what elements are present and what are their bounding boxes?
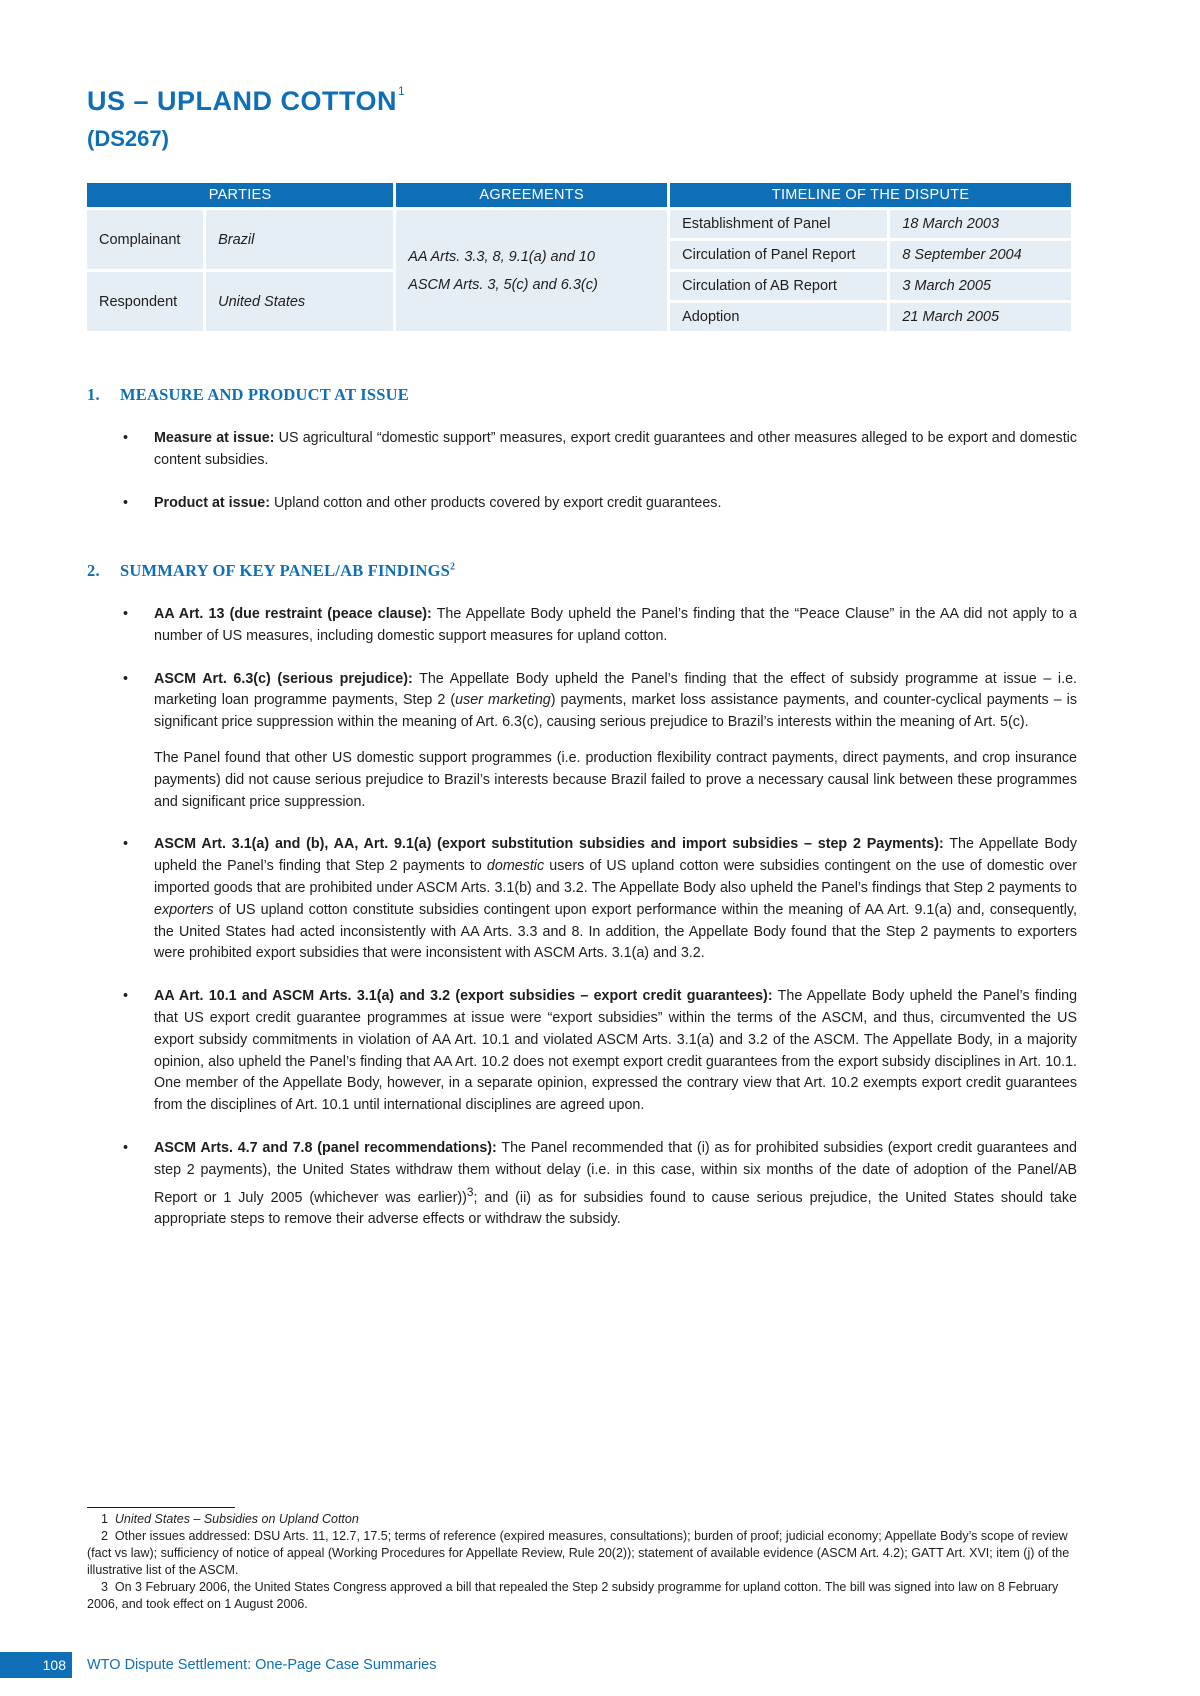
footnote (87, 1579, 1077, 1613)
agreements-cell (396, 210, 667, 331)
timeline-event: Circulation of AB Report (670, 272, 887, 300)
footnote (87, 1511, 1077, 1528)
table-header-row (87, 183, 1071, 207)
item-text: The Appellate Body upheld the Panel’s finding that the “Peace Clause” in the AA did not apply to a number of US measures, including domestic support measures for upland cotton. (154, 606, 1077, 644)
table-row (87, 210, 1071, 238)
summary-table (84, 180, 1074, 334)
party-name: Brazil (206, 210, 393, 269)
section-1-heading (87, 385, 409, 405)
timeline-event: Establishment of Panel (670, 210, 887, 238)
footnote-text: United States – Subsidies on Upland Cotton (114, 1512, 359, 1526)
case-code: (DS267) (87, 126, 169, 151)
page-number: 108 (0, 1652, 72, 1678)
list-item (123, 493, 1077, 515)
footnote-ref[interactable]: 3 (466, 1184, 474, 1199)
section-number: 1. (87, 385, 100, 404)
item-text: Upland cotton and other products covered by export credit guarantees. (273, 494, 722, 511)
footnotes (87, 1511, 1077, 1613)
bullet-icon: • (123, 670, 129, 687)
timeline-date: 8 September 2004 (890, 241, 1071, 269)
footnote-text: On 3 February 2006, the United States Congress approved a bill that repealed the Step 2 subsidy programme for upland cotton. The bill was signed into law on 8 February 2006, and took effect on 1 August 2006. (87, 1580, 1059, 1611)
bullet-icon: • (123, 988, 129, 1005)
section-title: SUMMARY OF KEY PANEL/AB FINDINGS (120, 561, 451, 580)
header-parties: PARTIES (87, 183, 393, 207)
section-2-list (123, 604, 1077, 1252)
section-number: 2. (87, 561, 100, 580)
bullet-icon: • (123, 836, 129, 853)
party-role: Complainant (87, 210, 203, 269)
list-item (123, 834, 1077, 965)
item-label: ASCM Arts. 4.7 and 7.8 (panel recommendations): (154, 1139, 497, 1156)
footnote-ref[interactable]: 2 (450, 561, 456, 573)
timeline-event: Circulation of Panel Report (670, 241, 887, 269)
item-text: The Appellate Body upheld the Panel’s finding that Step 2 payments to (154, 836, 1077, 875)
item-label: Measure at issue: (154, 430, 275, 446)
footnote (87, 1528, 1077, 1579)
section-2-heading (87, 561, 455, 581)
footnote-text: Other issues addressed: DSU Arts. 11, 12.7, 17.5; terms of reference (expired measures, consultations); burden of proof; judicial economy; Appellate Body’s scope of review (fact vs law); sufficiency of notice of appeal (Working Procedures for Appellate Review, Rule 20(2)); statement of available evidence (ASCM Art. 4.2); GATT Art. XVI; item (j) of the illustrative list of the ASCM. (87, 1529, 1070, 1577)
list-item (123, 986, 1077, 1117)
item-label: ASCM Art. 3.1(a) and (b), AA, Art. 9.1(a) (export substitution subsidies and import subsidies – step 2 Payments): (154, 836, 944, 853)
list-item (123, 428, 1077, 472)
item-text-emphasis: exporters (154, 901, 214, 918)
party-role: Respondent (87, 272, 203, 331)
publication-title: WTO Dispute Settlement: One-Page Case Summaries (87, 1657, 437, 1673)
timeline-date: 18 March 2003 (890, 210, 1071, 238)
bullet-icon: • (123, 1139, 129, 1156)
item-label: AA Art. 10.1 and ASCM Arts. 3.1(a) and 3.2 (export subsidies – export credit guarantees): (154, 988, 773, 1005)
page-title (87, 86, 405, 117)
list-item (123, 1138, 1077, 1231)
item-text: The Appellate Body upheld the Panel’s finding that the effect of subsidy programme at issue – i.e. marketing loan programme payments, Step 2 ( (154, 670, 1077, 709)
timeline-date: 21 March 2005 (890, 303, 1071, 331)
item-text: The Panel recommended that (i) as for prohibited subsidies (export credit guarantees and step 2 payments), the United States withdraw them without delay (i.e. in this case, within six months of the date of adoption of the Panel/AB Report or 1 July 2005 (whichever was earlier)) (154, 1139, 1077, 1206)
header-agreements: AGREEMENTS (396, 183, 667, 207)
bullet-icon: • (123, 494, 129, 511)
section-1-list (123, 428, 1077, 535)
item-paragraph: The Panel found that other US domestic support programmes (i.e. production flexibility contract payments, direct payments, and crop insurance payments) did not cause serious prejudice to Brazil’s interests because Brazil failed to prove a necessary causal link between these programmes and significant price suppression. (154, 749, 1077, 810)
header-timeline: TIMELINE OF THE DISPUTE (670, 183, 1071, 207)
footnote-number: 3 (101, 1580, 108, 1594)
item-text: The Appellate Body upheld the Panel’s finding that US export credit guarantee programmes at issue were “export subsidies” within the terms of the ASCM, and thus, circumvented the US export subsidy commitments in violation of AA Art. 10.1 and violated ASCM Arts. 3.1(a) and 3.2 of the ASCM. The Appellate Body, in a majority opinion, also upheld the Panel’s finding that AA Art. 10.2 does not exempt export credit guarantees from the export subsidy disciplines in Art. 10.1. One member of the Appellate Body, however, in a separate opinion, expressed the contrary view that Art. 10.2 exempts export credit guarantees from the disciplines of Art. 10.1 until international disciplines are agreed upon. (154, 988, 1078, 1114)
item-text: ; and (ii) as for subsidies found to cause serious prejudice, the United States should take appropriate steps to remove their adverse effects or withdraw the subsidy. (154, 1189, 1077, 1228)
party-name: United States (206, 272, 393, 331)
footnote-number: 1 (101, 1512, 108, 1526)
footnote-divider (87, 1507, 235, 1508)
item-text: ) payments, market loss assistance payments, and counter-cyclical payments – is significant price suppression within the meaning of Art. 6.3(c), causing serious prejudice to Brazil’s interests within the meaning of Art. 5(c). (154, 692, 1078, 731)
item-label: ASCM Art. 6.3(c) (serious prejudice): (154, 670, 413, 687)
agreement-line: ASCM Arts. 3, 5(c) and 6.3(c) (408, 276, 598, 293)
item-text-emphasis: user marketing (455, 692, 551, 709)
title-text: US – UPLAND COTTON (87, 86, 398, 116)
bullet-icon: • (123, 430, 129, 446)
item-text: of US upland cotton constitute subsidies contingent upon export performance within the meaning of AA Art. 9.1(a) and, consequently, the United States had acted inconsistently with AA Arts. 3.3 and 8. In addition, the Appellate Body found that the Step 2 payments to exporters were prohibited export subsidies that were inconsistent with ASCM Arts. 3.1(a) and 3.2. (154, 901, 1077, 962)
item-text: US agricultural “domestic support” measures, export credit guarantees and other measures alleged to be export and domestic content subsidies. (154, 430, 1077, 468)
list-item (123, 669, 1077, 814)
list-item (123, 604, 1077, 648)
bullet-icon: • (123, 606, 129, 622)
timeline-event: Adoption (670, 303, 887, 331)
item-text: users of US upland cotton were subsidies contingent on the use of domestic over imported goods that are prohibited under ASCM Arts. 3.1(b) and 3.2. The Appellate Body also upheld the Panel’s findings that Step 2 payments to (154, 858, 1078, 896)
agreement-line: AA Arts. 3.3, 8, 9.1(a) and 10 (408, 248, 595, 265)
footnote-number: 2 (101, 1529, 108, 1543)
item-label: Product at issue: (154, 494, 270, 511)
item-text-emphasis: domestic (486, 858, 545, 875)
title-footnote-ref[interactable]: 1 (398, 84, 406, 98)
timeline-date: 3 March 2005 (890, 272, 1071, 300)
item-label: AA Art. 13 (due restraint (peace clause): (154, 606, 432, 622)
section-title: MEASURE AND PRODUCT AT ISSUE (120, 385, 409, 404)
